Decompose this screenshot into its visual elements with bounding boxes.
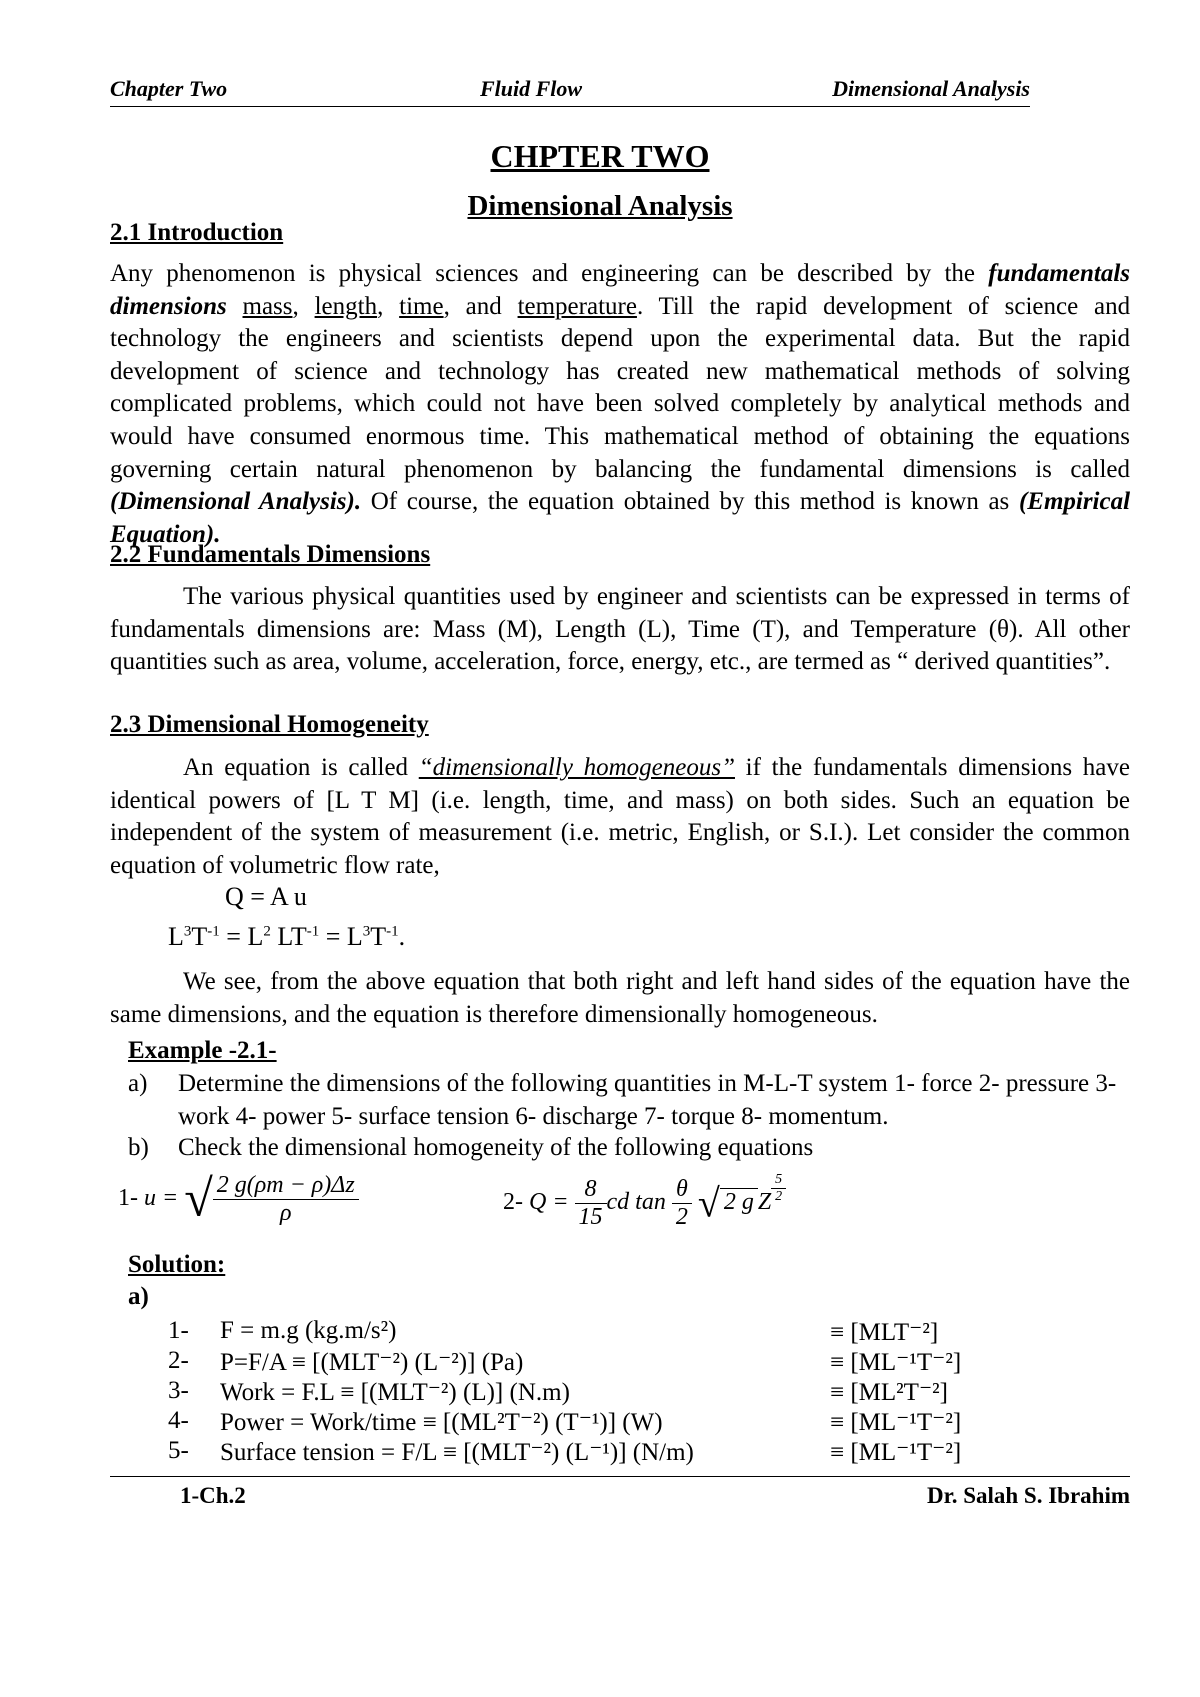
intro-emphasis-dimensional-analysis: (Dimensional Analysis). [110,488,362,516]
intro-emphasis-empirical-equation: (Empirical Equation). [110,488,1131,548]
equation-flow-rate: Q = A u [225,882,307,911]
eq1-label: 1- [118,1185,138,1212]
section-heading-fundamentals: 2.2 Fundamentals Dimensions [110,541,431,568]
intro-word-length: length [314,292,378,320]
example-part-b-label: b) [128,1134,149,1161]
equation-flow-dimensions: $L^3T^{-1} = L^2$ $LT^{-1} = L^3T^{-1}$. [168,922,406,951]
example-equation-1 [118,1172,359,1227]
example-part-a-label: a) [128,1070,148,1097]
solution-row-dimension: ≡ [MLT⁻²] [830,1319,939,1346]
document-page: Chapter Two Fluid Flow Dimensional Analysis CHPTER TWO Dimensional Analysis 2.1 Introduction Any phenomenon is physical sciences and engineering can be described by the fundamentals dimensions mass, length, time, and temperature. Till the rapid development of science and technology the engineers and scientists depend upon the experimental data. But the rapid development of science and technology has created new mathematical methods of solving complicated problems, which could not have been solved completely by analytical methods and would have consumed enormous time. This mathematical method of obtaining the equations governing certain natural phenomenon by balancing the fundamental dimensions is called (Dimensional Analysis). Of course, the equation obtained by this method is known as (Empirical Equation). 2.2 Fundamentals Dimensions The various physical quantities used by engineer and scientists can be expressed in terms of fundamentals dimensions are: Mass (M), Length (L), Time (T), and Temperature (θ). All other quantities such as area, volume, acceleration, force, energy, etc., are termed as “ derived quantities”. 2.3 Dimensional Homogeneity An equation is called “dimensionally homogeneous” if the fundamentals dimensions have identical powers of [L T M] (i.e. length, time, and mass) on both sides. Such an equation be independent of the system of measurement (i.e. metric, English, or S.I.). Let consider the common equation of volumetric flow rate, Q = A u $L^3T^{-1} = L^2$ $LT^{-1} = L^3T^{-1}$. We see, from the above equation that both right and left hand sides of the equation have the same dimensions, and the equation is therefore dimensionally homogeneous. Example -2.1- a) Determine the dimensions of the following quantities in M-L-T system 1- force 2- pressure 3- work 4- power 5- surface tension 6- discharge 7- torque 8- momentum. b) Check the dimensional homogeneity of the following equations 1- u = √ $\frac{2 g(\rho m - \rho)\Delta z}{\rho}$ 2- Q = $\frac{8}{15}$ cd tan $\frac{\theta}{2}$ √ 2 g Z $\frac{5}{2}$ Solution: a) 1- F = m.g (kg.m/s²) ≡ [MLT⁻²] 2- P=F/A ≡ [(MLT⁻²) (L⁻²)] (Pa) ≡ [ML⁻¹T⁻²] 3- Work = F.L ≡ [(MLT⁻²) (L)] (N.m) ≡ [ML²T⁻²] 4- Power = Work/time ≡ [(ML²T⁻²) (T⁻¹)] (W) ≡ [ML⁻¹T⁻²] 5- Surface tension = F/L ≡ [(MLT⁻²) (L⁻¹)] (N/m) ≡ [ML⁻¹T⁻²] 1-Ch.2 Dr. Salah S. Ibrahim [0,0,1200,1697]
section-heading-introduction: 2.1 Introduction [110,219,284,246]
intro-text-2: . Till the rapid development of science and technology the engineers and scientists depend upon the experimental data. But the rapid development of science and technology has created new mathematical methods of solving complicated problems, which could not have been solved completely by analytical methods and would have consumed enormous time. This mathematical method of obtaining the equations governing certain natural phenomenon by balancing the fundamental dimensions is called [110,292,1131,483]
homogeneity-text-2: if the fundamentals dimensions have identical powers of [L T M] (i.e. length, time, and mass) on both sides. Such an equation be independent of the system of measurement (i.e. metric, English, or S.I.). Let consider the common equation of volumetric flow rate, [110,754,1130,879]
solution-part-a: a) [128,1283,149,1310]
eq1-lhs: u = [144,1185,179,1212]
square-root-icon: √ [184,1170,213,1228]
chapter-subtitle: Dimensional Analysis [467,190,733,222]
example-heading: Example -2.1- [128,1037,277,1064]
running-header [110,72,1030,107]
intro-word-temperature: temperature [517,292,637,320]
footer-author: Dr. Salah S. Ibrahim [926,1483,1130,1508]
eq2-label: 2- [503,1189,523,1215]
chapter-title: CHPTER TWO [490,138,710,174]
eq2-mid: cd tan [606,1189,666,1215]
example-part-a [128,1068,1128,1133]
eq1-denominator: ρ [279,1200,292,1226]
solution-row-dimension: ≡ [ML²T⁻²] [830,1379,948,1406]
solution-heading: Solution: [128,1251,226,1278]
solution-row-dimension: ≡ [ML⁻¹T⁻²] [830,1349,962,1376]
homogeneity-paragraph [110,752,1130,882]
homogeneity-conclusion: We see, from the above equation that both right and left hand sides of the equation have the same dimensions, and the equation is therefore dimensionally homogeneous. [110,968,1130,1028]
section-heading-homogeneity: 2.3 Dimensional Homogeneity [110,711,429,738]
introduction-paragraph: Any phenomenon is physical sciences and engineering can be described by the fundamentals dimensions mass, length, time, and temperature. Till the rapid development of science and technology the engineers and scientists depend upon the experimental data. But the rapid development of science and technology has created new mathematical methods of solving complicated problems, which could not have been solved completely by analytical methods and would have consumed enormous time. This mathematical method of obtaining the equations governing certain natural phenomenon by balancing the fundamental dimensions is called (Dimensional Analysis). Of course, the equation obtained by this method is known as (Empirical Equation). [110,260,1131,548]
intro-text-1: Any phenomenon is physical sciences and engineering can be described by the [110,260,976,287]
solution-row-dimension: ≡ [ML⁻¹T⁻²] [830,1409,962,1436]
homogeneity-text-1: An equation is called [183,754,409,781]
eq2-z: Z [757,1189,772,1215]
example-part-b-text: Check the dimensional homogeneity of the following equations [178,1134,814,1161]
eq2-root: 2 g [720,1188,758,1216]
square-root-icon: √ [697,1180,720,1226]
intro-emphasis-fundamentals: fundamentals dimensions [110,260,1130,320]
intro-word-mass: mass [242,292,293,320]
example-part-b [128,1132,1128,1165]
eq2-lhs: Q = [529,1189,569,1215]
eq2-fraction-coef: $\frac{8}{15}$ [575,1176,607,1231]
example-part-a-text: Determine the dimensions of the following quantities in M-L-T system 1- force 2- pressure 3- work 4- power 5- surface tension 6- discharge 7- torque 8- momentum. [178,1070,1117,1130]
eq1-numerator: 2 g(ρm − ρ)Δz [213,1172,359,1200]
solution-row-dimension: ≡ [ML⁻¹T⁻²] [830,1439,962,1466]
eq2-fraction-angle: $\frac{\theta}{2}$ [672,1176,692,1231]
eq1-fraction [213,1172,359,1227]
eq2-exponent: $\frac{5}{2}$ [771,1172,786,1205]
header-chapter: Chapter Two [110,76,228,101]
intro-word-time: time [399,292,444,320]
header-topic: Fluid Flow [480,76,583,101]
header-section: Dimensional Analysis [832,76,1030,101]
intro-text-3: Of course, the equation obtained by this method is known as [370,488,1010,516]
footer-page-number: 1-Ch.2 [180,1483,246,1508]
homogeneity-emphasis: “dimensionally homogeneous” [418,754,735,781]
page-footer [110,1476,1130,1517]
intro-word-and: and [465,292,502,320]
fundamentals-paragraph: The various physical quantities used by engineer and scientists can be expressed in terms of fundamentals dimensions are: Mass (M), Length (L), Time (T), and Temperature (θ). All other quantities such as area, volume, acceleration, force, energy, etc., are termed as “ derived quantities”. [110,583,1130,676]
example-equation-2 [503,1172,786,1231]
